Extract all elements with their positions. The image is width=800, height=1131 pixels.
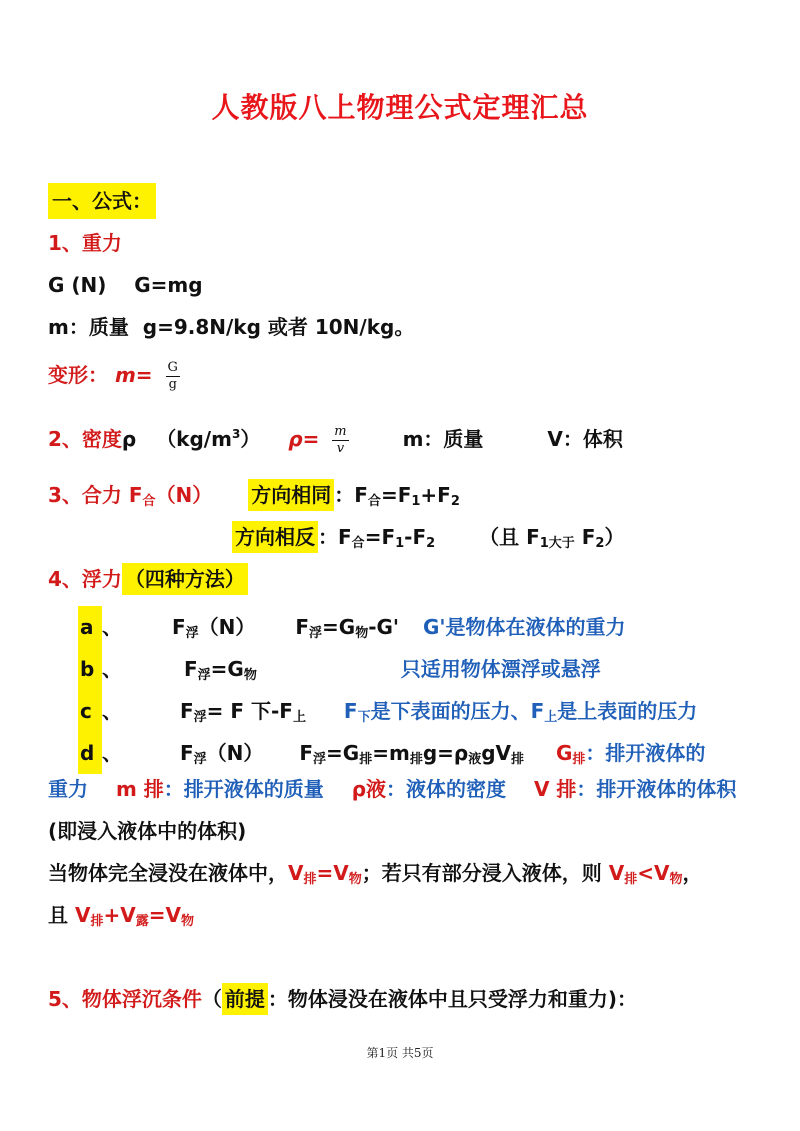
buoyancy-note-line: (即浸入液体中的体积) <box>48 819 247 843</box>
buoyancy-method-c: c 、 $F_浮= F$ 下$-F_上$ $F_下$是下表面的压力、$F_上$是上表面的压力 <box>78 690 770 732</box>
sink-float-heading: 5、物体浮沉条件 <box>48 987 202 1011</box>
gravity-heading: 1、重力 <box>48 231 122 255</box>
buoyancy-heading-line <box>48 564 770 594</box>
fraction-denominator: g <box>168 377 177 392</box>
density-line <box>48 424 770 457</box>
density-mass-label: m：质量 <box>402 427 484 451</box>
density-rho-eq: ρ= <box>288 427 320 451</box>
method-a-eq: $F_浮=G_物-G'$ <box>295 615 400 641</box>
density-symbol: ρ <box>121 427 137 451</box>
method-tag-d: d <box>78 732 102 774</box>
sink-float-line: 5、物体浮沉条件（ 前提 ：物体浸没在液体中且只受浮力和重力)： <box>48 984 770 1014</box>
density-fraction <box>332 424 348 457</box>
buoyancy-heading-note: （四种方法） <box>122 563 248 595</box>
submersion-line: 当物体完全浸没在液体中，$V_排=V_物$；若只有部分浸入液体，则 $V_排<V_物$， <box>48 861 703 887</box>
method-a-force: $F_浮(N)$ <box>171 615 256 641</box>
opposite-direction-eq: ：$F_合=F_1-F_2$ <box>318 525 436 551</box>
method-tag-b: b <box>78 648 102 690</box>
buoyancy-heading: 4、浮力 <box>48 567 122 591</box>
resultant-heading: 3、合力 $F_合(N)$ <box>48 483 213 509</box>
buoyancy-method-a: a 、 $F_浮(N)$ $F_浮=G_物-G'$ G'是物体在液体的重力 <box>78 606 770 648</box>
density-volume-label: V：体积 <box>547 427 623 451</box>
section-heading-text: 一、公式： <box>48 183 156 219</box>
page-footer: 第1页 共5页 <box>366 1046 434 1060</box>
buoyancy-method-b: b 、 $F_浮=G_物$ 只适用物体漂浮或悬浮 <box>78 648 770 690</box>
method-d-force: $F_浮(N)$ <box>179 741 264 767</box>
gravity-note-line <box>48 312 770 342</box>
gravity-transform-line <box>48 360 770 393</box>
resultant-line-2 <box>232 522 770 552</box>
section-heading-formulas <box>48 186 770 216</box>
opposite-direction-label: 方向相反 <box>232 521 318 553</box>
method-d-g-label: $G_排$：排开液体的 <box>555 741 706 767</box>
buoyancy-method-d: d 、 $F_浮(N)$ $F_浮=G_排=m_排g=\rho_液gV_排$ $G_排$：排开液体的 <box>78 732 770 774</box>
premise-label: 前提 <box>222 983 268 1015</box>
transform-lhs: m= <box>114 363 153 387</box>
document-title: 人教版八上物理公式定理汇总 <box>211 91 589 124</box>
gravity-formula-line <box>48 270 770 300</box>
fraction-numerator: m <box>334 424 347 439</box>
volume-sum-line: 且 $V_排+V_露=V_物$ <box>48 903 194 929</box>
method-tag-a: a <box>78 606 102 648</box>
fraction-denominator: v <box>336 441 345 456</box>
density-heading: 2、密度 <box>48 427 122 451</box>
premise-desc: ：物体浸没在液体中且只受浮力和重力)： <box>267 987 638 1011</box>
method-c-eq: $F_浮= F$ 下$-F_上$ <box>179 699 306 725</box>
method-a-desc: G'是物体在液体的重力 <box>422 615 626 639</box>
transform-fraction <box>166 360 180 393</box>
density-unit: $(kg/m^3)$ <box>156 427 261 451</box>
resultant-line-1 <box>48 480 770 510</box>
same-direction-eq: ：$F_合=F_1+F_2$ <box>334 483 460 509</box>
method-c-desc: $F_下$是下表面的压力、$F_上$是上表面的压力 <box>343 699 698 725</box>
gravity-note: m：质量 g=9.8N/kg 或者 10N/kg。 <box>48 315 415 339</box>
buoyancy-legend-line: 重力 m 排：排开液体的质量 ρ液：液体的密度 V 排：排开液体的体积 <box>48 777 737 801</box>
resultant-note: （且 $F_{1大于}$ $F_2$） <box>479 525 625 551</box>
method-b-eq: $F_浮=G_物$ <box>183 657 257 683</box>
fraction-numerator: G <box>167 360 178 375</box>
gravity-formula: G (N) G=mg <box>48 273 203 297</box>
transform-label: 变形： <box>48 363 108 387</box>
method-tag-c: c <box>78 690 102 732</box>
same-direction-label: 方向相同 <box>248 479 334 511</box>
method-d-eq: $F_浮=G_排=m_排g=\rho_液gV_排$ <box>299 741 525 767</box>
method-b-desc: 只适用物体漂浮或悬浮 <box>400 657 601 681</box>
